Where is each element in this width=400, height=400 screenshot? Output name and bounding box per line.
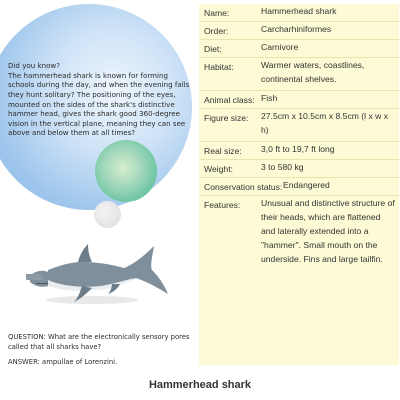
did-you-know-text — [8, 61, 194, 138]
info-label: Animal class: — [204, 95, 255, 105]
info-label: Features: — [204, 200, 241, 210]
info-label: Diet: — [204, 44, 222, 54]
info-value: Fish — [261, 93, 278, 103]
info-value: Hammerhead shark — [261, 6, 337, 16]
info-value: Unusual and distinctive structure of their heads, which are flattened and laterally extended into a "hammer". Small mouth on the underside. Fins and large tailfin. — [261, 198, 395, 264]
quiz-answer: ANSWER: ampullae of Lorenzini. — [8, 358, 118, 366]
info-row-figure-size — [199, 109, 399, 142]
info-row-order — [199, 22, 399, 40]
info-row-conservation-status — [199, 178, 399, 196]
info-value: Carnivore — [261, 42, 299, 52]
info-label: Figure size: — [204, 113, 249, 123]
info-value: Endangered — [283, 180, 330, 190]
figure-caption: Hammerhead shark — [148, 379, 252, 391]
species-info-panel — [199, 4, 399, 365]
quiz-question: QUESTION: What are the electronically sensory pores called that all sharks have? — [8, 333, 190, 351]
info-value: 3,0 ft to 19,7 ft long — [261, 144, 335, 154]
info-label: Conservation status: — [204, 182, 283, 192]
info-value: 3 to 580 kg — [261, 162, 304, 172]
info-row-animal-class — [199, 91, 399, 109]
thought-bubble-small — [94, 201, 121, 228]
info-row-diet — [199, 40, 399, 58]
info-value: Carcharhiniformes — [261, 24, 332, 34]
hammerhead-shark-illustration — [22, 240, 172, 312]
info-row-real-size — [199, 142, 399, 160]
info-value: Warmer waters, coastlines, continental shelves. — [261, 60, 365, 84]
info-label: Weight: — [204, 164, 233, 174]
info-value: 27.5cm x 10.5cm x 8.5cm (l x w x h) — [261, 111, 389, 135]
did-you-know-body: The hammerhead shark is known for forming schools during the day, and when the evening falls they hunt solitary? The positioning of the eyes, mounted on the sides of the shark's distinctive hammer head, gives the shark good 360-degree vision in the vertical plane, meaning they can see above and below them at all times? — [8, 70, 190, 138]
info-row-weight — [199, 160, 399, 178]
info-label: Real size: — [204, 146, 242, 156]
info-row-habitat — [199, 58, 399, 91]
info-label: Name: — [204, 8, 230, 18]
info-label: Habitat: — [204, 62, 234, 72]
did-you-know-heading: Did you know? — [8, 61, 60, 70]
thought-bubble-medium — [95, 140, 157, 202]
info-row-name — [199, 4, 399, 22]
info-row-features — [199, 196, 399, 262]
info-label: Order: — [204, 26, 229, 36]
